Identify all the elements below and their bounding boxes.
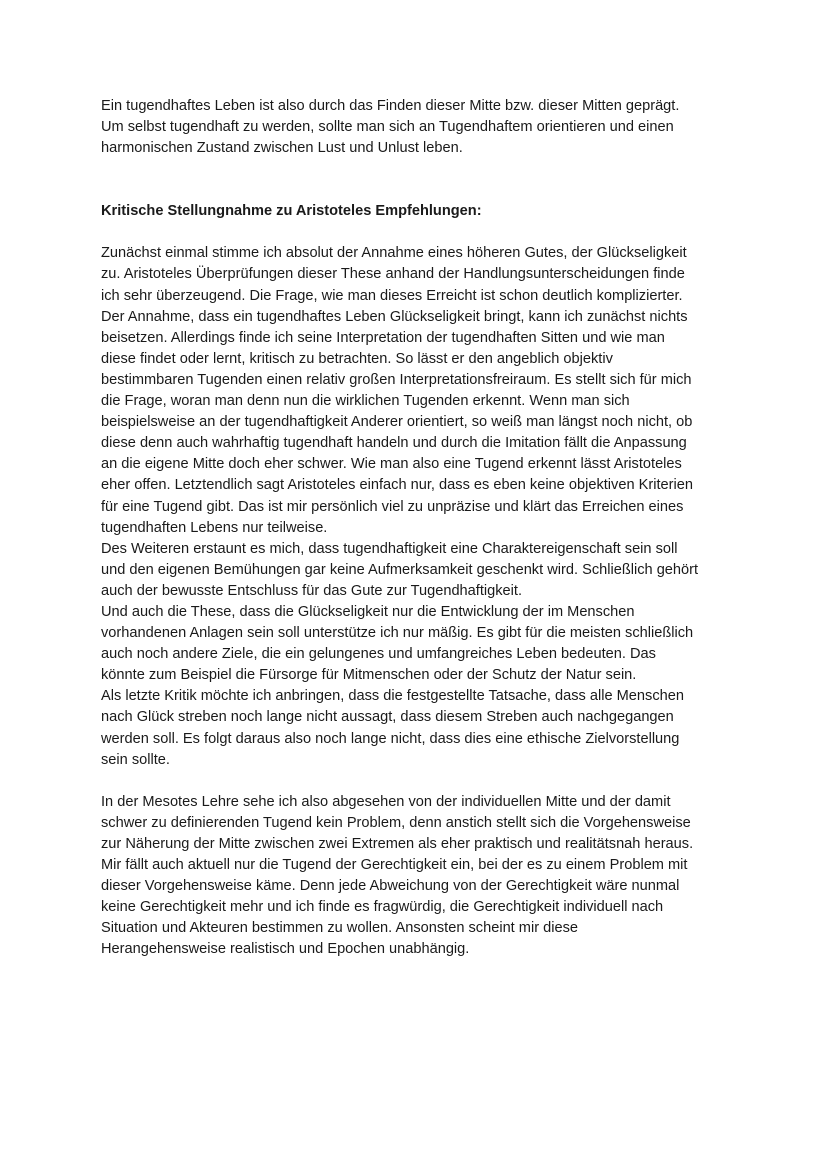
text-line: beisetzen. Allerdings finde ich seine Interpretation der tugendhaften Sitten und wie man bbox=[101, 329, 665, 346]
text-line: Ein tugendhaftes Leben ist also durch das Finden dieser Mitte bzw. dieser Mitten geprägt. bbox=[101, 98, 680, 114]
spacer bbox=[101, 771, 741, 792]
text-line: auch der bewusste Entschluss für das Gute zur Tugendhaftigkeit. bbox=[101, 582, 523, 599]
text-line: die Frage, woran man denn nun die wirklichen Tugenden erkennt. Wenn man sich bbox=[101, 393, 630, 410]
text-line: diese findet oder lernt, kritisch zu betrachten. So lässt er den angeblich objektiv bbox=[101, 350, 613, 367]
text-line: Und auch die These, dass die Glückseligkeit nur die Entwicklung der im Menschen bbox=[101, 603, 635, 620]
document-body bbox=[101, 96, 741, 960]
section-heading: Kritische Stellungnahme zu Aristoteles Empfehlungen: bbox=[101, 203, 482, 220]
text-line: dieser Vorgehensweise käme. Denn jede Abweichung von der Gerechtigkeit wäre nunmal bbox=[101, 878, 680, 895]
text-line: Situation und Akteuren bestimmen zu wollen. Ansonsten scheint mir diese bbox=[101, 920, 578, 937]
critique-paragraph bbox=[101, 243, 741, 770]
text-line: Der Annahme, dass ein tugendhaftes Leben Glückseligkeit bringt, kann ich zunächst nichts bbox=[101, 308, 688, 325]
text-line: sein sollte. bbox=[101, 751, 170, 768]
text-line: ich sehr überzeugend. Die Frage, wie man dieses Erreicht ist schon deutlich komplizierter. bbox=[101, 287, 683, 304]
text-line: für eine Tugend gibt. Das ist mir persönlich viel zu unpräzise und klärt das Erreichen eines bbox=[101, 498, 684, 515]
text-line: zu. Aristoteles Überprüfungen dieser These anhand der Handlungsunterscheidungen finde bbox=[101, 266, 685, 283]
text-line: vorhandenen Anlagen sein soll unterstütze ich nur mäßig. Es gibt für die meisten schließlich bbox=[101, 625, 694, 642]
text-line: bestimmbaren Tugenden einen relativ großen Interpretationsfreiraum. Es stellt sich für mich bbox=[101, 371, 692, 388]
text-line: beispielsweise an der tugendhaftigkeit Anderer orientiert, so weiß man längst noch nicht, ob bbox=[101, 414, 693, 431]
text-line: In der Mesotes Lehre sehe ich also abgesehen von der individuellen Mitte und der damit bbox=[101, 793, 671, 810]
spacer bbox=[101, 159, 741, 201]
text-line: schwer zu definierenden Tugend kein Problem, denn anstich stellt sich die Vorgehensweise bbox=[101, 814, 691, 831]
text-line: diese denn auch wahrhaftig tugendhaft handeln und durch die Imitation fällt die Anpassung bbox=[101, 435, 687, 452]
text-line: Des Weiteren erstaunt es mich, dass tugendhaftigkeit eine Charaktereigenschaft sein soll bbox=[101, 540, 678, 557]
text-line: Herangehensweise realistisch und Epochen unabhängig. bbox=[101, 941, 470, 958]
text-line: Zunächst einmal stimme ich absolut der Annahme eines höheren Gutes, der Glückseligkeit bbox=[101, 245, 687, 262]
text-line: Mir fällt auch aktuell nur die Tugend der Gerechtigkeit ein, bei der es zu einem Problem mit bbox=[101, 857, 688, 873]
text-line: eher offen. Letztendlich sagt Aristoteles einfach nur, dass es eben keine objektiven Kriterien bbox=[101, 477, 693, 494]
text-line: harmonischen Zustand zwischen Lust und Unlust leben. bbox=[101, 140, 463, 157]
text-line: auch noch andere Ziele, die ein gelungenes und umfangreiches Leben bedeuten. Das bbox=[101, 646, 656, 663]
text-line: und den eigenen Bemühungen gar keine Aufmerksamkeit geschenkt wird. Schließlich gehört bbox=[101, 561, 699, 578]
text-line: Als letzte Kritik möchte ich anbringen, dass die festgestellte Tatsache, dass alle Menschen bbox=[101, 688, 684, 705]
intro-paragraph bbox=[101, 96, 741, 159]
conclusion-paragraph bbox=[101, 792, 741, 961]
text-line: Um selbst tugendhaft zu werden, sollte man sich an Tugendhaftem orientieren und einen bbox=[101, 119, 674, 136]
text-line: an die eigene Mitte doch eher schwer. Wie man also eine Tugend erkennt lässt Aristoteles bbox=[101, 456, 682, 473]
text-line: zur Näherung der Mitte zwischen zwei Extremen als eher praktisch und realitätsnah heraus. bbox=[101, 835, 694, 852]
text-line: keine Gerechtigkeit mehr und ich finde es fragwürdig, die Gerechtigkeit individuell nach bbox=[101, 899, 664, 916]
text-line: werden soll. Es folgt daraus also noch lange nicht, dass dies eine ethische Zielvorstellung bbox=[101, 730, 680, 747]
text-line: könnte zum Beispiel die Fürsorge für Mitmenschen oder der Schutz der Natur sein. bbox=[101, 667, 637, 684]
text-line: nach Glück streben noch lange nicht aussagt, dass diesem Streben auch nachgegangen bbox=[101, 709, 674, 726]
text-line: tugendhaften Lebens nur teilweise. bbox=[101, 519, 328, 536]
spacer bbox=[101, 222, 741, 243]
